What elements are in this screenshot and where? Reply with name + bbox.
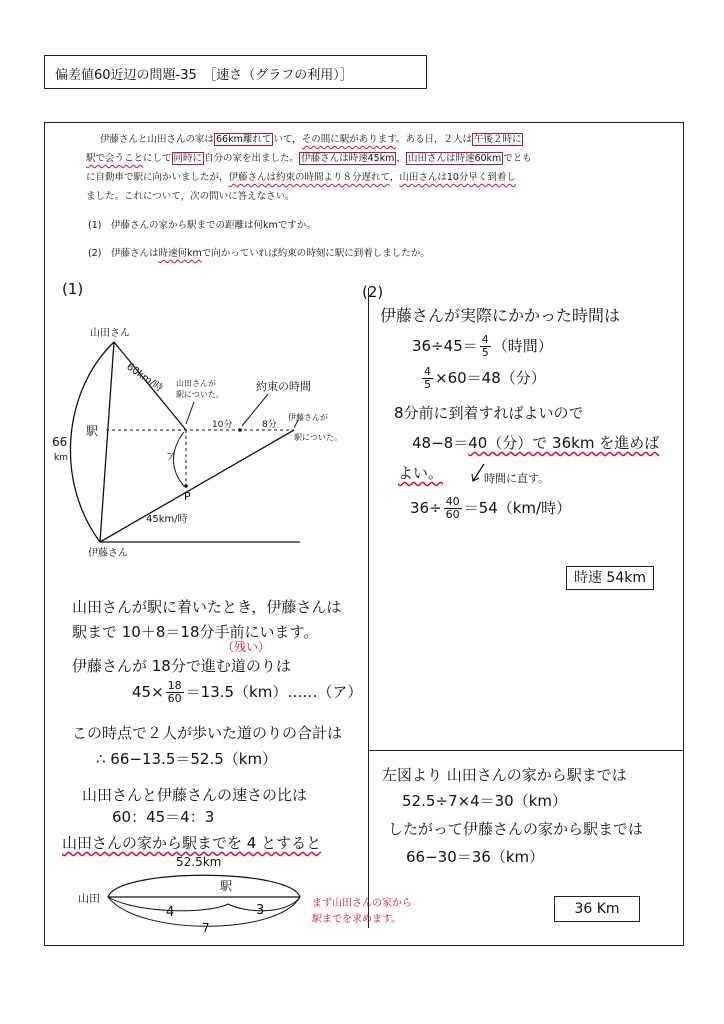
page-title: 偏差値60近辺の問題-35 ［速さ（グラフの利用）］ — [55, 68, 353, 83]
part1-line-1: 山田さんが駅に着いたとき，伊藤さんは — [72, 598, 342, 616]
expr-text: 45× — [132, 683, 164, 701]
label-ten-minutes: 10分 — [212, 420, 233, 430]
fraction-4-5-b — [422, 366, 433, 391]
problem-text: 。ある日，２人は — [395, 134, 472, 145]
fraction-numerator: 4 — [424, 365, 431, 378]
part1-line-7: 山田さんと伊藤さんの速さの比は — [82, 786, 308, 804]
distance-time-graph — [44, 300, 368, 568]
total-brace — [108, 875, 300, 897]
label-ito: 伊藤さん — [88, 548, 128, 559]
part1-line-5: この時点で２人が歩いた道のりの合計は — [72, 724, 343, 742]
expr-text: ＝54（km/時） — [463, 499, 572, 517]
highlight-station: その間に駅があります — [301, 134, 396, 145]
fraction-18-60 — [166, 680, 184, 705]
expr-text: （時間） — [492, 337, 553, 355]
question-2 — [88, 243, 430, 265]
label-speed45: 45km/時 — [146, 514, 188, 525]
label-km: km — [54, 453, 68, 463]
vertical-axis — [100, 342, 114, 542]
column-divider — [368, 288, 369, 928]
label-yamada: 山田さん — [90, 328, 130, 339]
bar-3-label: 3 — [256, 903, 265, 918]
label-station: 駅 — [86, 424, 99, 438]
bar-yamada-label: 山田 — [78, 892, 100, 905]
fraction-numerator: 18 — [167, 679, 182, 692]
bar-7-label: 7 — [202, 921, 210, 935]
bar-total-label: 52.5km — [176, 855, 222, 869]
part1-line-4 — [132, 680, 362, 705]
fraction-4-5 — [480, 334, 491, 359]
highlight-distance: 66km離れて — [216, 134, 272, 145]
label-a: ア — [166, 452, 176, 463]
part2-line-2 — [412, 334, 553, 359]
fraction-numerator: 4 — [481, 333, 489, 346]
bar-4-label: 4 — [166, 905, 175, 920]
promise-point — [238, 428, 242, 432]
part3-line-4: 66−30＝36（km） — [406, 848, 545, 866]
label-distance: 66 — [52, 435, 68, 449]
bar-station-label: 駅 — [220, 879, 233, 893]
expr-text: 36÷45＝ — [412, 337, 478, 355]
question-text: で向かっていれば約束の時刻に駅に到着しましたか。 — [201, 248, 430, 259]
problem-text: 自分の家を出ました。 — [204, 153, 300, 164]
part1-label: (1) — [62, 280, 84, 298]
part1-line-9: 山田さんの家から駅までを 4 とすると — [62, 834, 322, 852]
label-speed60: 60km/時 — [124, 361, 165, 395]
part2-label: (2) — [362, 283, 384, 301]
label-ito-arrived-a: 伊藤さんが — [288, 413, 328, 422]
highlight-ito-speed: 伊藤さんは時速45km — [301, 153, 395, 164]
problem-text: ， — [396, 153, 406, 164]
fraction-denominator: 60 — [167, 692, 182, 705]
part2-answer-box: 時速 54km — [566, 566, 654, 590]
highlight-yamada-early: 山田さんは10分早く到着し — [399, 172, 516, 183]
expr-text: 36÷ — [410, 499, 442, 517]
expr-text: 48−8＝ — [412, 434, 469, 452]
problem-line-4: ました。これについて，次の問いに答えなさい。 — [86, 191, 295, 202]
red-note-line-1: まず山田さんの家から — [312, 898, 412, 909]
question-text: (2) 伊藤さんは — [88, 248, 159, 259]
part3-answer-box: 36 Km — [554, 896, 640, 922]
arrow-yamada-arrive — [186, 402, 194, 424]
label-yamada-arrived-b: 駅についた。 — [176, 390, 224, 399]
part1-red-note: （残い） — [222, 640, 271, 654]
problem-text: 伊藤さんと山田さんの家は — [100, 134, 215, 145]
highlight-time: 午後２時に — [473, 134, 522, 145]
part2-line-5 — [412, 432, 659, 453]
expr-text: ×60＝48（分） — [435, 369, 546, 387]
ratio-bar-diagram — [78, 852, 312, 936]
part2-line-1: 伊藤さんが実際にかかった時間は — [380, 306, 621, 325]
part3-line-3: したがって伊藤さんの家から駅までは — [388, 820, 644, 838]
highlight-ito-late: 伊藤さんは約束の時間より８分遅れて — [228, 172, 390, 183]
part1-line-8: 60：45＝4：3 — [112, 808, 215, 826]
fraction-denominator: 60 — [445, 508, 460, 521]
fraction-denominator: 5 — [481, 346, 489, 359]
problem-text: いて， — [273, 134, 302, 145]
problem-text: でとも — [503, 153, 532, 164]
highlight-yamada-speed: 山田さんは時速60km — [407, 153, 502, 164]
part3-line-2: 52.5÷7×4＝30（km） — [402, 792, 568, 810]
part2-note: 時間に直す。 — [484, 472, 550, 485]
title-box — [44, 55, 427, 89]
highlight-unknown-speed: 時速何km — [158, 248, 202, 259]
ito-line — [100, 430, 294, 542]
fraction-40-60 — [444, 496, 462, 521]
label-yamada-arrived-a: 山田さんが — [176, 379, 216, 388]
part2-line-4: 8分前に到着すればよいので — [394, 404, 584, 422]
problem-text: にして — [143, 153, 172, 164]
part2-line-6: よい。 — [398, 464, 444, 482]
row-divider — [368, 750, 684, 751]
point-p — [184, 484, 188, 488]
highlight-same-time: 同時に — [173, 153, 203, 164]
part2-line-7 — [410, 496, 571, 521]
fraction-numerator: 40 — [445, 495, 460, 508]
part1-line-3: 伊藤さんが 18分で進む道のりは — [72, 657, 291, 675]
label-eight-minutes: 8分 — [262, 420, 277, 430]
expr-text: ＝13.5（km）……（ア） — [185, 683, 363, 701]
problem-text: ， — [389, 172, 400, 183]
part2-line-3 — [420, 366, 546, 391]
label-ito-arrived-b: 駅についた。 — [294, 433, 342, 442]
question-1: (1) 伊藤さんの家から駅までの距離は何kmですか。 — [88, 220, 316, 231]
red-note-line-2: 駅までを求めます。 — [312, 914, 402, 925]
part3-line-1: 左図より 山田さんの家から駅までは — [382, 766, 627, 784]
part1-line-2: 駅まで 10＋8＝18分手前にいます。 — [72, 623, 319, 641]
highlight-meet: 駅で会うこと — [86, 153, 144, 164]
part1-line-6: ∴ 66−13.5＝52.5（km） — [96, 750, 278, 768]
problem-text: に自動車で駅に向かいましたが， — [86, 172, 229, 183]
fraction-denominator: 5 — [424, 378, 431, 391]
highlight-condition: 40（分）で 36km を進めば — [468, 434, 660, 452]
label-p: P — [184, 490, 191, 503]
label-promise: 約束の時間 — [256, 380, 311, 393]
